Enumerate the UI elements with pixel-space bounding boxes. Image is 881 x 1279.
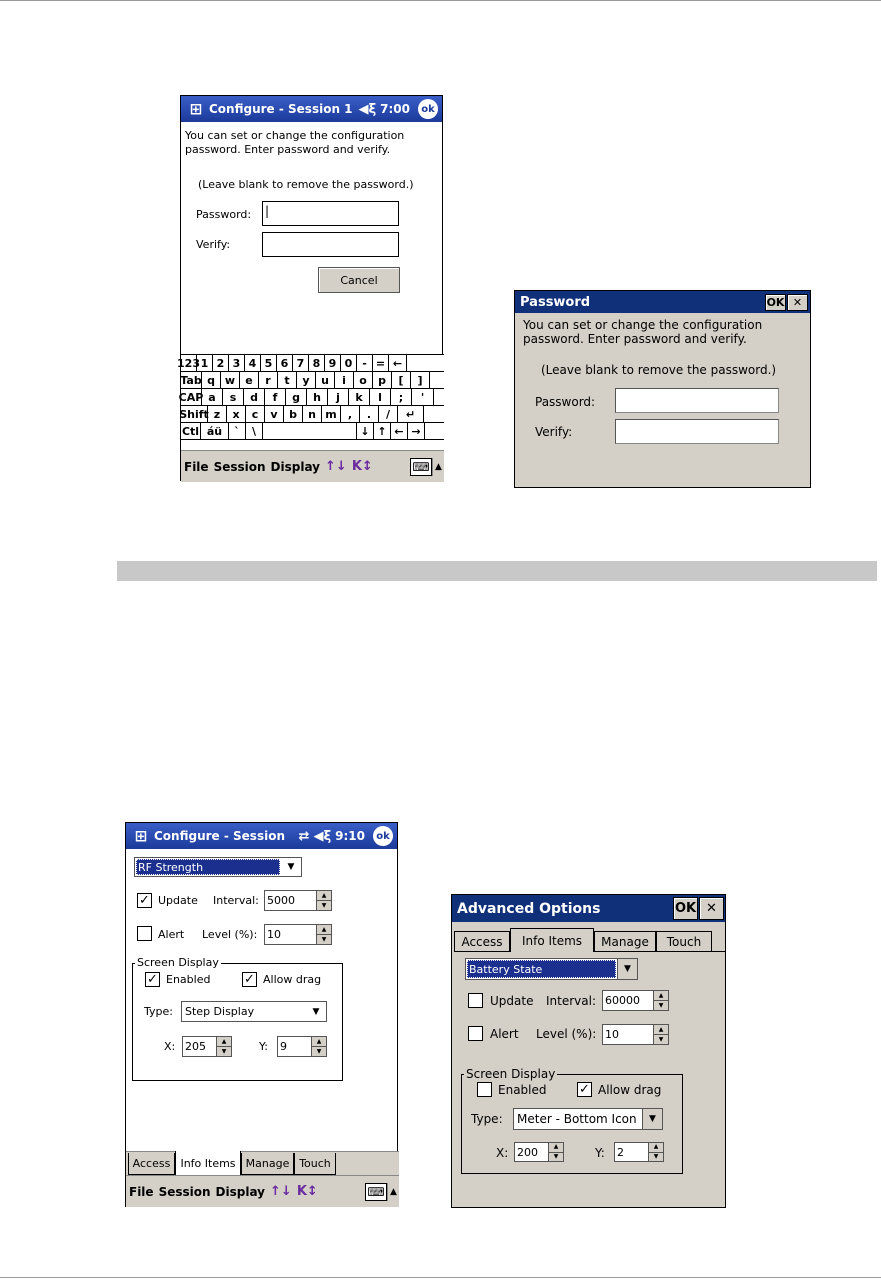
screen-display-label: Screen Display: [137, 956, 219, 969]
intro-line-2: password. Enter password and verify.: [523, 332, 747, 346]
spin-up-icon[interactable]: ▲: [658, 991, 664, 999]
level-label: Level (%):: [536, 1027, 597, 1041]
keyboard-key[interactable]: 2: [213, 355, 229, 371]
keyboard-key[interactable]: t: [278, 372, 297, 388]
alert-label: Alert: [490, 1027, 519, 1041]
tab-touch[interactable]: Touch: [294, 1153, 336, 1175]
keyboard-row: [181, 423, 444, 440]
spin-down-icon[interactable]: ▼: [654, 1034, 668, 1044]
password-field[interactable]: [262, 201, 399, 226]
tab-bar: [128, 1151, 336, 1175]
clock[interactable]: 9:10: [335, 829, 365, 843]
title-bar: [181, 96, 442, 122]
dialog-title-bar: [515, 291, 810, 313]
x-value[interactable]: 200: [514, 1142, 549, 1162]
menu-session[interactable]: Session: [213, 459, 266, 474]
update-checkbox[interactable]: ✓: [137, 893, 152, 908]
keyboard-key[interactable]: CAP: [178, 390, 204, 404]
alert-checkbox[interactable]: [468, 1026, 483, 1041]
type-value: Step Display: [185, 1005, 255, 1018]
speaker-icon[interactable]: ◀ξ: [358, 101, 377, 117]
keyboard-key[interactable]: i: [335, 372, 354, 388]
keyboard-key[interactable]: 7: [293, 355, 309, 371]
page-bottom-rule: [0, 1277, 881, 1278]
keyboard-key[interactable]: /: [379, 406, 398, 422]
keyboard-key[interactable]: m: [322, 406, 341, 422]
spin-up-icon[interactable]: ▲: [653, 1143, 659, 1151]
keyboard-key[interactable]: \: [246, 423, 263, 439]
selected-item: RF Strength: [136, 859, 280, 875]
ok-button[interactable]: ok: [373, 826, 393, 846]
keyboard-key[interactable]: ;: [391, 389, 412, 405]
menu-file[interactable]: File: [184, 459, 209, 474]
spin-up-icon[interactable]: ▲: [321, 925, 327, 933]
keyboard-row: [181, 406, 444, 423]
keyboard-key[interactable]: u: [316, 372, 335, 388]
keyboard-row: [181, 372, 444, 389]
keyboard-key[interactable]: 5: [261, 355, 277, 371]
page-top-rule: [0, 0, 881, 1]
keyboard-key[interactable]: [: [392, 372, 411, 388]
spin-up-icon[interactable]: ▲: [316, 1037, 322, 1045]
keyboard-key[interactable]: x: [227, 406, 246, 422]
chevron-down-icon[interactable]: ▼: [306, 1002, 326, 1021]
key-space[interactable]: [263, 423, 357, 439]
spin-up-icon[interactable]: ▲: [553, 1143, 559, 1151]
type-value: Meter - Bottom Icon: [517, 1112, 637, 1126]
ok-button[interactable]: ok: [418, 99, 438, 119]
soft-keyboard: [177, 354, 444, 451]
tab-info-items[interactable]: Info Items: [510, 928, 594, 952]
spin-down-icon[interactable]: ▼: [317, 934, 331, 944]
keyboard-key[interactable]: áü: [201, 423, 229, 439]
password-label: Password:: [196, 208, 252, 221]
level-label: Level (%):: [202, 928, 258, 941]
keyboard-key[interactable]: .: [360, 406, 379, 422]
keyboard-key[interactable]: ←: [391, 423, 408, 439]
ok-button[interactable]: OK: [766, 295, 785, 309]
keyboard-key[interactable]: ↑: [374, 423, 391, 439]
intro-line-1: You can set or change the configuration: [185, 129, 405, 142]
keyboard-key[interactable]: 6: [277, 355, 293, 371]
updown-arrows-icon[interactable]: ↑↓: [270, 1184, 292, 1199]
type-label: Type:: [144, 1005, 173, 1018]
password-field[interactable]: [615, 388, 779, 413]
k-arrows-icon[interactable]: K↕: [296, 1184, 318, 1199]
x-label: X:: [164, 1040, 176, 1053]
text-cursor: |: [265, 204, 270, 218]
keyboard-icon[interactable]: ⌨: [410, 458, 432, 476]
keyboard-key[interactable]: →: [408, 423, 425, 439]
y-value[interactable]: 2: [614, 1142, 649, 1162]
keyboard-key[interactable]: d: [244, 389, 265, 405]
keyboard-key[interactable]: ↓: [357, 423, 374, 439]
keyboard-key[interactable]: =: [373, 355, 389, 371]
password-dialog: [514, 290, 811, 488]
dialog-title: Advanced Options: [457, 900, 601, 917]
updown-arrows-icon[interactable]: ↑↓: [325, 459, 347, 474]
menu-bar: [126, 1175, 399, 1207]
enabled-label: Enabled: [498, 1083, 547, 1097]
keyboard-key[interactable]: 9: [325, 355, 341, 371]
tab-touch[interactable]: Touch: [656, 931, 712, 952]
verify-field[interactable]: [615, 419, 779, 444]
spin-down-icon[interactable]: ▼: [312, 1046, 326, 1056]
keyboard-key[interactable]: ': [412, 389, 434, 405]
enabled-checkbox[interactable]: ✓: [145, 972, 160, 987]
keyboard-key[interactable]: a: [202, 389, 223, 405]
verify-label: Verify:: [535, 425, 573, 439]
keyboard-key[interactable]: p: [373, 372, 392, 388]
tab-manage[interactable]: Manage: [594, 931, 656, 952]
keyboard-row: [178, 389, 444, 406]
interval-value[interactable]: 60000: [602, 990, 654, 1011]
keyboard-key[interactable]: k: [349, 389, 370, 405]
dialog-title: Password: [520, 294, 591, 310]
window-title: Configure - Session: [154, 829, 285, 843]
x-label: X:: [496, 1146, 509, 1160]
ok-button[interactable]: OK: [673, 897, 698, 920]
menu-display[interactable]: Display: [270, 459, 321, 474]
keyboard-key[interactable]: q: [202, 372, 221, 388]
configure-info-items-window: [125, 822, 398, 1207]
allow-drag-checkbox[interactable]: ✓: [577, 1082, 592, 1097]
close-icon[interactable]: ✕: [787, 294, 808, 311]
blank-hint: (Leave blank to remove the password.): [198, 178, 414, 191]
chevron-down-icon[interactable]: ▼: [642, 1109, 662, 1129]
interval-value[interactable]: 5000: [264, 890, 317, 911]
section-separator: [117, 561, 877, 581]
update-label: Update: [158, 894, 198, 907]
keyboard-key[interactable]: b: [284, 406, 303, 422]
enabled-label: Enabled: [166, 973, 211, 986]
dialog-title-bar: [452, 895, 725, 922]
keyboard-key[interactable]: r: [259, 372, 278, 388]
keyboard-key[interactable]: Shift: [179, 407, 209, 421]
interval-spinner[interactable]: [264, 890, 332, 911]
keyboard-key[interactable]: 123: [177, 356, 200, 370]
x-spinner[interactable]: [182, 1036, 232, 1057]
menu-bar: [181, 450, 444, 482]
spin-down-icon[interactable]: ▼: [649, 1152, 663, 1162]
selected-item: Battery State: [467, 960, 616, 978]
intro-line-2: password. Enter password and verify.: [185, 143, 391, 156]
keyboard-key[interactable]: 0: [341, 355, 357, 371]
intro-line-1: You can set or change the configuration: [523, 318, 763, 332]
tab-info-items[interactable]: Info Items: [175, 1151, 241, 1175]
keyboard-key[interactable]: 8: [309, 355, 325, 371]
verify-field[interactable]: [262, 232, 399, 257]
allow-drag-label: Allow drag: [598, 1083, 662, 1097]
enabled-checkbox[interactable]: [477, 1082, 492, 1097]
spin-down-icon[interactable]: ▼: [317, 900, 331, 910]
interval-spinner[interactable]: [602, 990, 669, 1011]
keyboard-row: [177, 355, 444, 372]
info-item-dropdown[interactable]: [134, 857, 302, 877]
keyboard-key[interactable]: o: [354, 372, 373, 388]
keyboard-key[interactable]: ←: [389, 355, 407, 371]
alert-checkbox[interactable]: [137, 926, 152, 941]
screen-display-label: Screen Display: [466, 1067, 556, 1081]
keyboard-key[interactable]: j: [328, 389, 349, 405]
speaker-icon[interactable]: ◀ξ: [313, 828, 332, 844]
keyboard-key[interactable]: 1: [197, 355, 213, 371]
spin-down-icon[interactable]: ▼: [654, 1000, 668, 1010]
x-value[interactable]: 205: [182, 1036, 217, 1057]
verify-label: Verify:: [196, 238, 231, 251]
allow-drag-checkbox[interactable]: ✓: [242, 972, 257, 987]
keyboard-key[interactable]: ↵: [398, 406, 424, 422]
clock[interactable]: 7:00: [380, 102, 410, 116]
configure-password-window: [177, 95, 443, 481]
start-flag-icon[interactable]: ⊞: [189, 100, 203, 118]
type-label: Type:: [471, 1112, 503, 1126]
alert-label: Alert: [158, 928, 185, 941]
keyboard-key[interactable]: s: [223, 389, 244, 405]
k-arrows-icon[interactable]: K↕: [351, 459, 373, 474]
chevron-down-icon[interactable]: ▼: [281, 858, 301, 876]
menu-file[interactable]: File: [129, 1184, 154, 1199]
spin-down-icon[interactable]: ▼: [549, 1152, 563, 1162]
input-menu-arrow-icon[interactable]: ▲: [432, 458, 444, 476]
keyboard-key[interactable]: y: [297, 372, 316, 388]
keyboard-key[interactable]: w: [221, 372, 240, 388]
keyboard-icon[interactable]: ⌨: [365, 1183, 387, 1201]
keyboard-key[interactable]: Tab: [180, 373, 202, 387]
password-label: Password:: [535, 395, 596, 409]
input-menu-arrow-icon[interactable]: ▲: [387, 1183, 399, 1201]
tab-access[interactable]: Access: [454, 931, 510, 952]
spin-up-icon[interactable]: ▲: [321, 891, 327, 899]
spin-up-icon[interactable]: ▲: [221, 1037, 227, 1045]
title-bar: [126, 823, 397, 849]
keyboard-key[interactable]: Ctl: [181, 424, 200, 438]
y-label: Y:: [259, 1040, 268, 1053]
update-checkbox[interactable]: [468, 993, 483, 1008]
update-label: Update: [490, 994, 534, 1008]
keyboard-key[interactable]: `: [229, 423, 246, 439]
keyboard-key[interactable]: 4: [245, 355, 261, 371]
level-spinner[interactable]: [602, 1024, 669, 1045]
keyboard-key[interactable]: v: [265, 406, 284, 422]
spin-down-icon[interactable]: ▼: [217, 1046, 231, 1056]
y-spinner[interactable]: [614, 1142, 664, 1162]
type-dropdown[interactable]: [181, 1001, 327, 1022]
keyboard-key[interactable]: c: [246, 406, 265, 422]
y-spinner[interactable]: [277, 1036, 327, 1057]
blank-hint: (Leave blank to remove the password.): [541, 363, 777, 377]
chevron-down-icon[interactable]: ▼: [617, 959, 637, 979]
keyboard-key[interactable]: h: [307, 389, 328, 405]
start-flag-icon[interactable]: ⊞: [134, 827, 148, 845]
cancel-button[interactable]: Cancel: [318, 267, 400, 293]
y-label: Y:: [595, 1146, 605, 1160]
y-value[interactable]: 9: [277, 1036, 312, 1057]
tab-manage[interactable]: Manage: [241, 1153, 294, 1175]
keyboard-key[interactable]: ]: [411, 372, 430, 388]
keyboard-key[interactable]: g: [286, 389, 307, 405]
level-value[interactable]: 10: [264, 924, 317, 945]
menu-display[interactable]: Display: [215, 1184, 266, 1199]
level-value[interactable]: 10: [602, 1024, 654, 1045]
x-spinner[interactable]: [514, 1142, 564, 1162]
type-dropdown[interactable]: [513, 1108, 663, 1130]
keyboard-key[interactable]: 3: [229, 355, 245, 371]
keyboard-key[interactable]: f: [265, 389, 286, 405]
keyboard-key[interactable]: e: [240, 372, 259, 388]
tab-bar: [454, 928, 712, 952]
keyboard-key[interactable]: z: [208, 406, 227, 422]
info-item-dropdown[interactable]: [465, 958, 638, 980]
tab-panel-rule: [712, 951, 726, 952]
connection-icon[interactable]: ⇄: [298, 828, 310, 844]
menu-session[interactable]: Session: [158, 1184, 211, 1199]
keyboard-key[interactable]: ,: [341, 406, 360, 422]
close-icon[interactable]: ✕: [699, 897, 724, 920]
level-spinner[interactable]: [264, 924, 332, 945]
keyboard-key[interactable]: n: [303, 406, 322, 422]
interval-label: Interval:: [213, 894, 259, 907]
allow-drag-label: Allow drag: [263, 973, 322, 986]
keyboard-key[interactable]: -: [357, 355, 373, 371]
keyboard-key[interactable]: l: [370, 389, 391, 405]
spin-up-icon[interactable]: ▲: [658, 1025, 664, 1033]
interval-label: Interval:: [546, 994, 596, 1008]
advanced-options-dialog: [451, 894, 726, 1208]
tab-access[interactable]: Access: [128, 1153, 175, 1175]
window-title: Configure - Session 1: [209, 102, 353, 116]
